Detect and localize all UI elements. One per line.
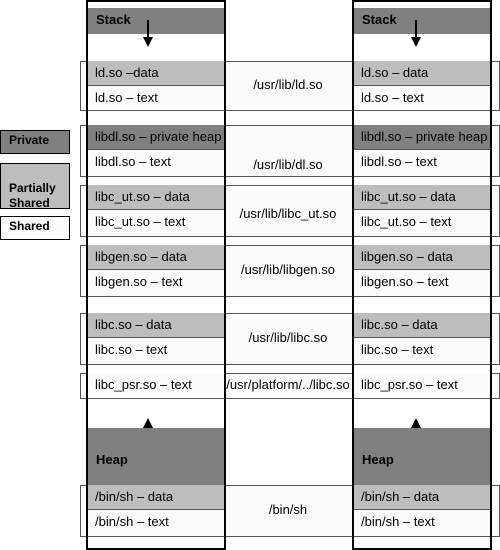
segment-libc-ut-right: [354, 185, 490, 234]
path-ld: /usr/lib/ld.so: [253, 77, 323, 92]
cell-libc-ut-text: libc_ut.so – text: [354, 210, 490, 234]
legend-shared: [0, 216, 70, 240]
cell-libc-ut-data: libc_ut.so – data: [88, 185, 224, 210]
path-libgen: /usr/lib/libgen.so: [241, 262, 335, 277]
stack-segment-right: [354, 8, 490, 34]
cell-libc-ut-text: libc_ut.so – text: [88, 210, 224, 234]
cell-binsh-data: /bin/sh – data: [354, 485, 490, 510]
stack-label: Stack: [96, 12, 131, 27]
cell-libgen-data: libgen.so – data: [88, 245, 224, 270]
path-binsh: /bin/sh: [268, 502, 308, 517]
column-top-border-right: [352, 0, 492, 2]
segment-ld-left: [88, 61, 224, 110]
path-libc-psr: /usr/platform/../libc.so: [226, 377, 350, 392]
cell-libc-psr-text: libc_psr.so – text: [354, 373, 490, 397]
down-arrow-icon: [142, 20, 154, 53]
cell-binsh-data: /bin/sh – data: [88, 485, 224, 510]
cell-libc-text: libc.so – text: [354, 338, 490, 362]
legend-partially-shared: [0, 163, 70, 209]
heap-segment-left: [88, 428, 224, 485]
cell-libgen-data: libgen.so – data: [354, 245, 490, 270]
cell-binsh-text: /bin/sh – text: [88, 510, 224, 534]
cell-ld-data: ld.so – data: [354, 61, 490, 86]
process-column-left: [86, 0, 226, 550]
segment-libdl-left: [88, 125, 224, 174]
cell-libc-text: libc.so – text: [88, 338, 224, 362]
segment-binsh-left: [88, 485, 224, 534]
segment-libgen-left: [88, 245, 224, 294]
cell-ld-text: ld.so – text: [354, 86, 490, 110]
segment-libc-ut-left: [88, 185, 224, 234]
legend-partially-shared-label: Partially Shared: [9, 181, 56, 210]
cell-ld-data: ld.so –data: [88, 61, 224, 86]
column-top-border-left: [86, 0, 226, 2]
stack-segment-left: [88, 8, 224, 34]
cell-libc-psr-text: libc_psr.so – text: [88, 373, 224, 397]
segment-binsh-right: [354, 485, 490, 534]
heap-segment-right: [354, 428, 490, 485]
cell-libc-ut-data: libc_ut.so – data: [354, 185, 490, 210]
cell-libgen-text: libgen.so – text: [354, 270, 490, 294]
segment-libc-right: [354, 313, 490, 362]
heap-label: Heap: [96, 452, 128, 467]
cell-libc-data: libc.so – data: [88, 313, 224, 338]
cell-libc-data: libc.so – data: [354, 313, 490, 338]
path-libdl: /usr/lib/dl.so: [253, 157, 323, 172]
cell-libdl-text: libdl.so – text: [88, 150, 224, 174]
segment-ld-right: [354, 61, 490, 110]
segment-libgen-right: [354, 245, 490, 294]
segment-libdl-right: [354, 125, 490, 174]
cell-libgen-text: libgen.so – text: [88, 270, 224, 294]
stack-label: Stack: [362, 12, 397, 27]
legend-private: [0, 130, 70, 154]
legend-private-label: Private: [9, 133, 50, 147]
cell-ld-text: ld.so – text: [88, 86, 224, 110]
heap-label: Heap: [362, 452, 394, 467]
segment-libc-psr-right: [354, 373, 490, 397]
cell-libdl-text: libdl.so – text: [354, 150, 490, 174]
down-arrow-icon: [410, 20, 422, 53]
path-libc-ut: /usr/lib/libc_ut.so: [239, 206, 337, 221]
cell-binsh-text: /bin/sh – text: [354, 510, 490, 534]
cell-libdl-heap: libdl.so – private heap: [88, 125, 224, 150]
segment-libc-psr-left: [88, 373, 224, 397]
legend-shared-label: Shared: [9, 219, 50, 233]
segment-libc-left: [88, 313, 224, 362]
cell-libdl-heap: libdl.so – private heap: [354, 125, 490, 150]
path-libc: /usr/lib/libc.so: [248, 330, 328, 345]
process-column-right: [352, 0, 492, 550]
